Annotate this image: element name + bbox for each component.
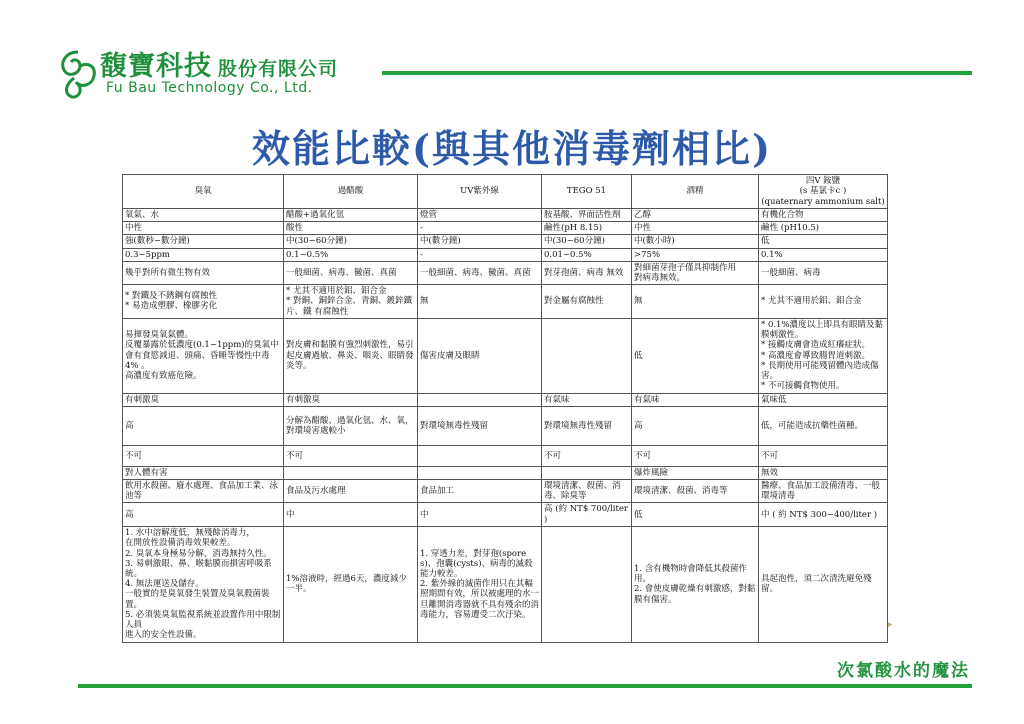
- table-cell: 不可: [542, 445, 632, 466]
- company-name-en: Fu Bau Technology Co., Ltd.: [106, 80, 313, 96]
- table-cell: 環境清潔、殺菌、消毒等: [632, 480, 759, 503]
- table-cell: 氣味低: [759, 393, 888, 406]
- table-cell: 強(數秒~數分鐘): [123, 235, 284, 248]
- table-row: [123, 445, 888, 466]
- column-header: UV紫外線: [418, 175, 542, 209]
- company-name-cn: [100, 44, 338, 83]
- table-cell: * 尤其不適用於鋁、鋁合金: [759, 285, 888, 319]
- table-cell: 高: [123, 406, 284, 445]
- table-cell: 低: [632, 503, 759, 526]
- table-cell: * 0.1%濃度以上即具有眼睛及黏膜刺激性。 * 接觸皮膚會造成紅癢症狀。 * 高濃度會導致腸胃道刺激。 * 長期使用可能殘留體內造成傷害。 * 不可接觸食物使用。: [759, 318, 888, 393]
- table-row: [123, 209, 888, 222]
- table-cell: 有刺激臭: [284, 393, 418, 406]
- table-cell: -: [418, 248, 542, 261]
- table-cell: 1. 水中溶解度低，無殘餘消毒力， 在開放性設備消毒效果較差。 2. 臭氧本身極易分解，消毒無持久性。 3. 易刺激眼、鼻、喉黏膜而損害呼吸系統。 4. 無法運送及儲存。 一般實的是臭氧發生裝置及臭氧殺菌裝置。 5. 必須裝臭氧監視系統並設置作用中限制人員 進入的安全性設備。: [123, 526, 284, 642]
- table-cell: 中(30~60分鐘): [542, 235, 632, 248]
- table-cell: 環境清潔、殺菌、消毒、除臭等: [542, 480, 632, 503]
- table-cell: * 對鐵及不銹鋼有腐蝕性 * 易造成塑膠、橡膠劣化: [123, 285, 284, 319]
- table-row: [123, 261, 888, 284]
- table-row: [123, 503, 888, 526]
- table-cell: 對皮膚和黏膜有強烈刺激性，易引起皮膚過敏、鼻炎、咽炎、眼睛發炎等。: [284, 318, 418, 393]
- table-cell: 有刺激臭: [123, 393, 284, 406]
- table-cell: 乙醇: [632, 209, 759, 222]
- table-cell: 醫療、食品加工設備清毒、一般環境清毒: [759, 480, 888, 503]
- table-cell: 0.1%: [759, 248, 888, 261]
- footer-slogan: 次氯酸水的魔法: [837, 661, 970, 681]
- table-row: [123, 466, 888, 479]
- table-cell: 易揮發臭氧氣體。 反覆暴露於低濃度(0.1~1ppm)的臭氧中會有食慾減退、頭痛、昏睡等慢性中毒4% 。 高濃度有致癌危險。: [123, 318, 284, 393]
- table-cell: 低: [632, 318, 759, 393]
- table-cell: 酸性: [284, 222, 418, 235]
- table-cell: 中(30~60分鐘): [284, 235, 418, 248]
- table-cell: [542, 466, 632, 479]
- column-header: TEGO 51: [542, 175, 632, 209]
- table-cell: 有機化合物: [759, 209, 888, 222]
- table-cell: 中性: [123, 222, 284, 235]
- table-cell: 1. 含有機物時會降低其殺菌作用。 2. 會使皮膚乾燥有刺激感，對黏膜有傷害。: [632, 526, 759, 642]
- page-title: 效能比較(與其他消毒劑相比): [252, 126, 772, 171]
- table-cell: 鹼性 (pH10.5): [759, 222, 888, 235]
- table-header-row: [123, 175, 888, 209]
- table-cell: 不可: [123, 445, 284, 466]
- table-cell: >75%: [632, 248, 759, 261]
- table-cell: 低: [759, 235, 888, 248]
- comparison-table: [122, 174, 888, 643]
- table-cell: 0.01~0.5%: [542, 248, 632, 261]
- table-cell: [542, 526, 632, 642]
- company-name-cn-main: 馥寶科技: [100, 51, 212, 82]
- table-cell: 高: [123, 503, 284, 526]
- column-header: 四V 銨鹽 (s 基氯卡c ) (quaternary ammonium salt): [759, 175, 888, 209]
- table-cell: 醋酸+過氧化氫: [284, 209, 418, 222]
- fubau-leaf-logo-icon: [58, 48, 98, 100]
- table-cell: 0.1~0.5%: [284, 248, 418, 261]
- column-header: 臭氧: [123, 175, 284, 209]
- table-row: [123, 285, 888, 319]
- table-row: [123, 526, 888, 642]
- table-row: [123, 235, 888, 248]
- table-cell: [418, 466, 542, 479]
- table-cell: 0.3~5ppm: [123, 248, 284, 261]
- table-cell: 無效: [759, 466, 888, 479]
- company-logo: [58, 42, 378, 104]
- table-cell: 對金屬有腐蝕性: [542, 285, 632, 319]
- table-row: [123, 248, 888, 261]
- table-row: [123, 480, 888, 503]
- table-cell: [418, 445, 542, 466]
- table-cell: 一般細菌、病毒: [759, 261, 888, 284]
- table-cell: 鹼性(pH 8.15): [542, 222, 632, 235]
- header-divider: [382, 71, 972, 75]
- table-cell: 中: [418, 503, 542, 526]
- table-cell: 中: [284, 503, 418, 526]
- table-row: [123, 406, 888, 445]
- table-cell: 對芽孢菌、病毒 無效: [542, 261, 632, 284]
- table-cell: 幾乎對所有微生物有效: [123, 261, 284, 284]
- table-row: [123, 393, 888, 406]
- table-cell: 傷害皮膚及眼睛: [418, 318, 542, 393]
- table-cell: 對人體有害: [123, 466, 284, 479]
- table-cell: 無: [632, 285, 759, 319]
- table-cell: 高: [632, 406, 759, 445]
- column-header: 酒精: [632, 175, 759, 209]
- table-row: [123, 318, 888, 393]
- table-cell: 具起泡性，須二次清洗避免殘留。: [759, 526, 888, 642]
- table-cell: 分解為醋酸、過氧化氫、水、氧，對環境害處較小: [284, 406, 418, 445]
- table-cell: 不可: [759, 445, 888, 466]
- table-cell: 不可: [632, 445, 759, 466]
- decorative-mark: ▸: [888, 620, 893, 630]
- table-cell: 胺基酸、界面活性劑: [542, 209, 632, 222]
- table-cell: [542, 318, 632, 393]
- table-cell: 對環境無毒性殘留: [542, 406, 632, 445]
- table-cell: 有氣味: [632, 393, 759, 406]
- table-cell: 無: [418, 285, 542, 319]
- company-name-cn-suffix: 股份有限公司: [218, 58, 339, 80]
- table-cell: 對環境無毒性殘留: [418, 406, 542, 445]
- table-cell: 燈管: [418, 209, 542, 222]
- table-cell: 1%溶液時，經過6天，濃度減少一半。: [284, 526, 418, 642]
- table-cell: 爆炸風險: [632, 466, 759, 479]
- table-cell: 1. 穿透力差，對芽孢(spores)、孢囊(cysts)、病毒的滅殺能力較差。 2. 紫外線的滅菌作用只在其輻照期間有效，所以被處理的水一旦離開消毒器就不具有殘余的消毒能力，容易遭受二次汙染。: [418, 526, 542, 642]
- table-cell: 食品加工: [418, 480, 542, 503]
- table-cell: 有氣味: [542, 393, 632, 406]
- table-cell: [418, 393, 542, 406]
- table-cell: * 尤其不適用於鋁、鋁合金 * 對銅、銅鋅合金、青銅、鍍鋅鐵片、鐵 有腐蝕性: [284, 285, 418, 319]
- table-cell: 中(數小時): [632, 235, 759, 248]
- table-cell: 中(數分鐘): [418, 235, 542, 248]
- column-header: 過醋酸: [284, 175, 418, 209]
- table-cell: 低，可能造成抗藥性菌種。: [759, 406, 888, 445]
- table-row: [123, 222, 888, 235]
- table-cell: 對細菌芽孢子僅具抑制作用 對病毒無效。: [632, 261, 759, 284]
- table-cell: [284, 466, 418, 479]
- table-cell: 中性: [632, 222, 759, 235]
- table-cell: 一般細菌、病毒、黴菌、真菌: [284, 261, 418, 284]
- table-cell: 一般細菌、病毒、黴菌、真菌: [418, 261, 542, 284]
- table-cell: 食品及污水處理: [284, 480, 418, 503]
- table-cell: 氧氣、水: [123, 209, 284, 222]
- table-cell: 不可: [284, 445, 418, 466]
- table-cell: 高 (約 NT$ 700/liter ): [542, 503, 632, 526]
- footer-divider: [78, 684, 972, 688]
- table-cell: 中 ( 約 NT$ 300~400/liter ): [759, 503, 888, 526]
- table-cell: 飲用水殺菌、廢水處理、食品加工業、泳池等: [123, 480, 284, 503]
- table-cell: -: [418, 222, 542, 235]
